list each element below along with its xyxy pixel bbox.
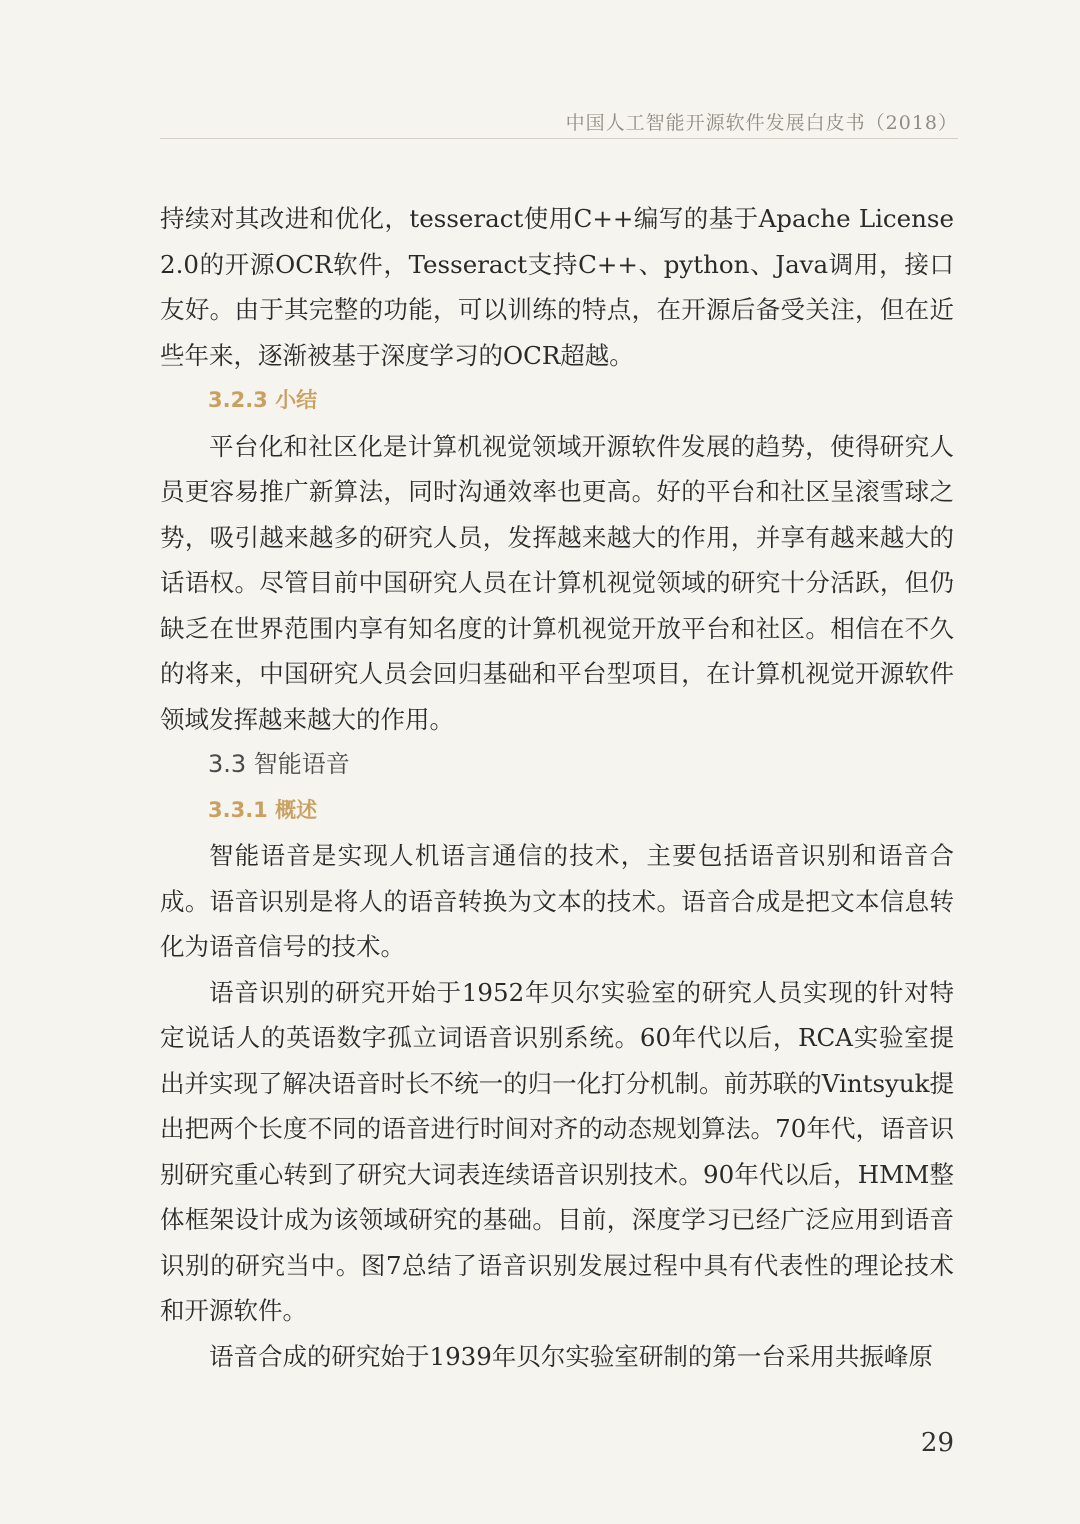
subsection-heading-3-2-3: 3.2.3 小结: [208, 388, 318, 412]
paragraph-speech-synthesis: 语音合成的研究始于1939年贝尔实验室研制的第一台采用共振峰原: [209, 1341, 933, 1371]
subsection-heading-3-3-1: 3.3.1 概述: [208, 797, 318, 822]
paragraph-speech-recognition-history: 语音识别的研究开始于1952年贝尔实验室的研究人员实现的针对特定说话人的英语数字孤立词语音识别系统。60年代以后，RCA实验室提出并实现了解决语音时长不统一的归一化打分机制。前苏联的Vintsyuk提出把两个长度不同的语音进行时间对齐的动态规划算法。70年代，语音识别研究重心转到了研究大词表连续语音识别技术。90年代以后，HMM整体框架设计成为该领域研究的基础。目前，深度学习已经广泛应用到语音识别的研究当中。图7总结了语音识别发展过程中具有代表性的理论技术和开源软件。: [160, 977, 954, 1325]
paragraph-summary: 平台化和社区化是计算机视觉领域开源软件发展的趋势，使得研究人员更容易推广新算法，同时沟通效率也更高。好的平台和社区呈滚雪球之势，吸引越来越多的研究人员，发挥越来越大的作用，并享有越来越大的话语权。尽管目前中国研究人员在计算机视觉领域的研究十分活跃，但仍缺乏在世界范围内享有知名度的计算机视觉开放平台和社区。相信在不久的将来，中国研究人员会回归基础和平台型项目，在计算机视觉开源软件领域发挥越来越大的作用。: [160, 431, 954, 734]
header-rule: [160, 138, 958, 139]
body-text: [160, 196, 954, 1379]
section-heading-3-3: 3.3 智能语音: [208, 750, 350, 778]
page-number: 29: [920, 1428, 954, 1458]
paragraph-tesseract: 持续对其改进和优化，tesseract使用C++编写的基于Apache License 2.0的开源OCR软件，Tesseract支持C++、python、Java调用，接口友好。由于其完整的功能，可以训练的特点，在开源后备受关注，但在近些年来，逐渐被基于深度学习的OCR超越。: [160, 204, 954, 370]
running-header: 中国人工智能开源软件发展白皮书（2018）: [565, 112, 958, 134]
paragraph-speech-intro: 智能语音是实现人机语言通信的技术，主要包括语音识别和语音合成。语音识别是将人的语音转换为文本的技术。语音合成是把文本信息转化为语音信号的技术。: [160, 841, 954, 961]
